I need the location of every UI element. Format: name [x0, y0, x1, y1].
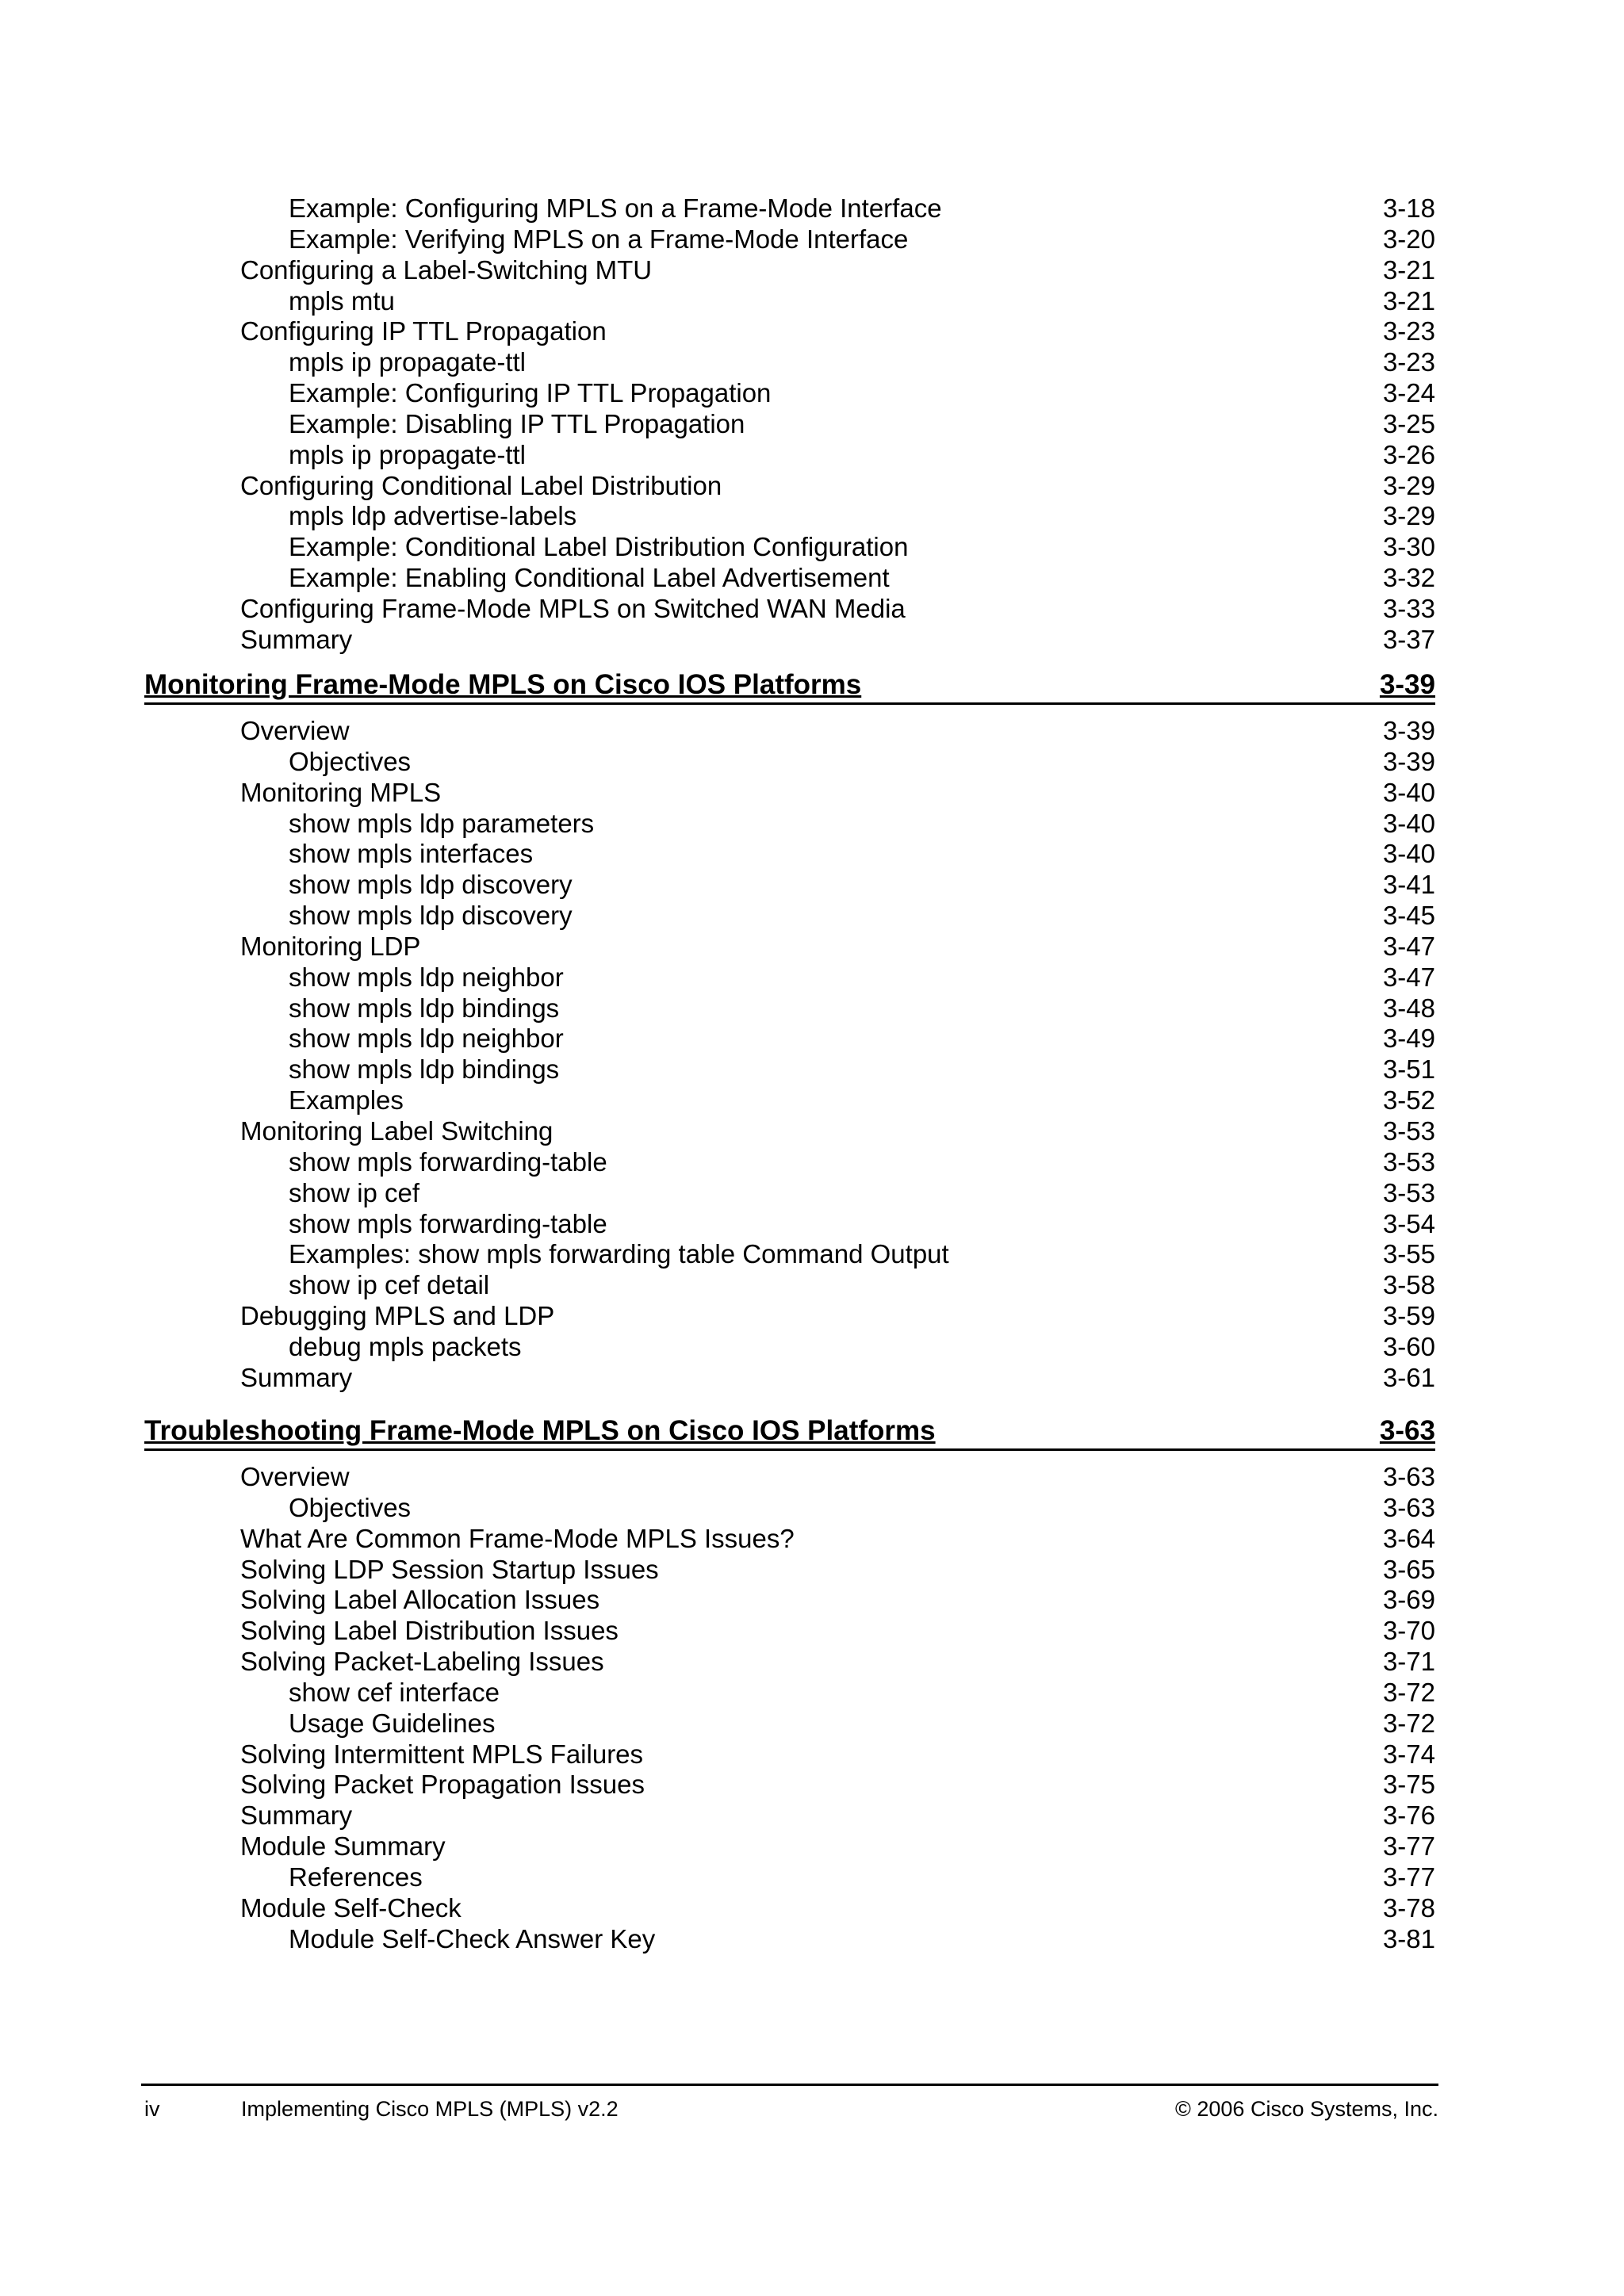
toc-entry[interactable]	[144, 1363, 1435, 1394]
toc-entry[interactable]	[144, 1493, 1435, 1524]
toc-entry-page: 3-74	[1382, 1739, 1435, 1769]
toc-entry-page: 3-21	[1382, 285, 1435, 316]
toc-entry[interactable]	[144, 1924, 1435, 1955]
footer-copyright: © 2006 Cisco Systems, Inc.	[1174, 2097, 1438, 2121]
toc-entry[interactable]	[144, 778, 1435, 809]
toc-entry-page: 3-63	[1382, 1492, 1435, 1522]
toc-entry[interactable]	[144, 224, 1435, 255]
toc-entry-page: 3-61	[1382, 1362, 1435, 1392]
toc-entry-page: 3-48	[1382, 993, 1435, 1023]
toc-entry-page: 3-69	[1382, 1585, 1435, 1615]
toc-continued-section	[144, 193, 1435, 656]
toc-entry-page: 3-77	[1382, 1831, 1435, 1862]
toc-entry-page: 3-26	[1382, 439, 1435, 469]
toc-entry-title: Summary	[240, 1800, 353, 1831]
toc-entry-title: Module Self-Check Answer Key	[289, 1923, 656, 1954]
toc-entry-title: References	[289, 1862, 423, 1892]
toc-entry-title: show ip cef detail	[289, 1270, 490, 1300]
toc-entry-page: 3-40	[1382, 808, 1435, 838]
toc-entry-title: Configuring Frame-Mode MPLS on Switched WAN Media	[240, 593, 906, 623]
toc-entry[interactable]	[144, 1462, 1435, 1493]
toc-entry-title: Monitoring Label Switching	[240, 1115, 553, 1146]
toc-entry[interactable]	[144, 1085, 1435, 1116]
toc-entry-title: show mpls ldp neighbor	[289, 962, 564, 992]
toc-entry[interactable]	[144, 501, 1435, 532]
toc-entry-title: Examples	[289, 1085, 404, 1115]
toc-entry[interactable]	[144, 932, 1435, 962]
toc-entry[interactable]	[144, 1116, 1435, 1147]
toc-entry-page: 3-37	[1382, 624, 1435, 654]
toc-entry-title: Configuring Conditional Label Distribution	[240, 470, 722, 500]
toc-entry-page: 3-54	[1382, 1208, 1435, 1238]
toc-entry-title: show mpls ldp bindings	[289, 1054, 560, 1085]
toc-entry-page: 3-33	[1382, 593, 1435, 623]
toc-entry-page: 3-52	[1382, 1085, 1435, 1115]
footer-divider	[141, 2084, 1438, 2086]
toc-entry-title: show mpls ldp discovery	[289, 870, 573, 900]
toc-entry[interactable]	[144, 1709, 1435, 1739]
toc-entry-page: 3-49	[1382, 1024, 1435, 1054]
toc-entry-title: Solving Intermittent MPLS Failures	[240, 1739, 644, 1769]
toc-entry[interactable]	[144, 563, 1435, 594]
toc-entry[interactable]	[144, 1555, 1435, 1586]
toc-entry-page: 3-72	[1382, 1677, 1435, 1707]
toc-entry-title: debug mpls packets	[289, 1331, 522, 1361]
toc-entry-title: show mpls ldp bindings	[289, 993, 560, 1023]
toc-entry-title: show mpls ldp neighbor	[289, 1024, 564, 1054]
toc-entry[interactable]	[144, 1862, 1435, 1893]
toc-entry-page: 3-39	[1382, 716, 1435, 745]
toc-entry[interactable]	[144, 1893, 1435, 1924]
toc-entry[interactable]	[144, 1585, 1435, 1616]
toc-entry-title: What Are Common Frame-Mode MPLS Issues?	[240, 1523, 795, 1553]
toc-entry[interactable]	[144, 1739, 1435, 1770]
toc-entry-page: 3-40	[1382, 839, 1435, 869]
footer-course-title: Implementing Cisco MPLS (MPLS) v2.2	[241, 2097, 619, 2121]
page-footer	[144, 2095, 1438, 2123]
toc-entry-title: mpls ip propagate-ttl	[289, 439, 526, 469]
toc-entry-page: 3-70	[1382, 1616, 1435, 1646]
toc-entry-title: Objectives	[289, 746, 412, 776]
toc-entry-page: 3-64	[1382, 1523, 1435, 1553]
toc-entry[interactable]	[144, 839, 1435, 870]
toc-entry-page: 3-47	[1382, 962, 1435, 992]
toc-entry-title: Example: Disabling IP TTL Propagation	[289, 408, 745, 438]
toc-entry[interactable]	[144, 1054, 1435, 1085]
toc-entry[interactable]	[144, 1770, 1435, 1800]
toc-entry-page: 3-39	[1382, 746, 1435, 776]
toc-entry[interactable]	[144, 870, 1435, 901]
toc-entry-page: 3-53	[1382, 1115, 1435, 1146]
toc-entry-title: show ip cef	[289, 1177, 420, 1207]
toc-entry[interactable]	[144, 1616, 1435, 1647]
footer-page-number: iv	[144, 2097, 160, 2121]
toc-entry-title: Example: Verifying MPLS on a Frame-Mode Interface	[289, 224, 909, 254]
toc-entry-title: Solving LDP Session Startup Issues	[240, 1554, 659, 1584]
toc-entry[interactable]	[144, 316, 1435, 347]
toc-troubleshooting-list	[144, 1462, 1435, 1955]
toc-entry-title: Solving Label Distribution Issues	[240, 1616, 619, 1646]
toc-monitoring-list	[144, 716, 1435, 1394]
toc-entry-title: Example: Enabling Conditional Label Advertisement	[289, 563, 890, 593]
toc-entry-title: show mpls forwarding-table	[289, 1146, 607, 1177]
toc-entry[interactable]	[144, 809, 1435, 840]
toc-entry-page: 3-30	[1382, 532, 1435, 562]
toc-entry-page: 3-23	[1382, 316, 1435, 346]
toc-entry-title: Examples: show mpls forwarding table Command Output	[289, 1239, 949, 1269]
toc-entry-title: Overview	[240, 716, 350, 745]
toc-entry-title: mpls mtu	[289, 285, 395, 316]
toc-entry-title: Module Self-Check	[240, 1892, 462, 1923]
toc-entry-title: Example: Configuring IP TTL Propagation	[289, 378, 772, 408]
toc-entry-page: 3-47	[1382, 931, 1435, 961]
toc-entry[interactable]	[144, 532, 1435, 563]
toc-entry-title: Example: Conditional Label Distribution Configuration	[289, 532, 909, 562]
toc-entry[interactable]	[144, 594, 1435, 625]
toc-entry-title: Summary	[240, 624, 353, 654]
toc-entry-page: 3-81	[1382, 1923, 1435, 1954]
toc-entry[interactable]	[144, 286, 1435, 317]
toc-entry-page: 3-23	[1382, 347, 1435, 377]
toc-entry-page: 3-75	[1382, 1770, 1435, 1800]
toc-entry[interactable]	[144, 1024, 1435, 1054]
toc-entry[interactable]	[144, 1678, 1435, 1709]
section-heading-title: Monitoring Frame-Mode MPLS on Cisco IOS Platforms	[144, 669, 862, 700]
toc-entry-page: 3-72	[1382, 1708, 1435, 1738]
toc-entry-page: 3-65	[1382, 1554, 1435, 1584]
toc-entry[interactable]	[144, 1270, 1435, 1301]
toc-entry[interactable]	[144, 1647, 1435, 1678]
toc-entry-page: 3-41	[1382, 870, 1435, 900]
toc-entry[interactable]	[144, 1831, 1435, 1862]
toc-entry[interactable]	[144, 1209, 1435, 1240]
toc-entry[interactable]	[144, 993, 1435, 1024]
section-heading-troubleshooting[interactable]	[144, 1415, 1435, 1451]
toc-entry-page: 3-53	[1382, 1146, 1435, 1177]
toc-entry-page: 3-45	[1382, 901, 1435, 931]
toc-entry[interactable]	[144, 471, 1435, 502]
section-heading-monitoring[interactable]	[144, 669, 1435, 705]
toc-entry-title: Configuring IP TTL Propagation	[240, 316, 607, 346]
toc-entry-page: 3-21	[1382, 254, 1435, 285]
toc-entry[interactable]	[144, 1301, 1435, 1332]
toc-entry-page: 3-25	[1382, 408, 1435, 438]
toc-entry-page: 3-77	[1382, 1862, 1435, 1892]
toc-entry-page: 3-71	[1382, 1647, 1435, 1677]
toc-entry-title: show mpls forwarding-table	[289, 1208, 607, 1238]
toc-entry-title: Monitoring MPLS	[240, 777, 442, 807]
toc-entry-title: show cef interface	[289, 1677, 500, 1707]
toc-entry-page: 3-78	[1382, 1892, 1435, 1923]
toc-entry-title: Objectives	[289, 1492, 412, 1522]
toc-entry-page: 3-18	[1382, 193, 1435, 223]
toc-entry-title: Module Summary	[240, 1831, 446, 1862]
toc-entry[interactable]	[144, 1178, 1435, 1209]
toc-entry-title: Solving Label Allocation Issues	[240, 1585, 600, 1615]
toc-entry-page: 3-53	[1382, 1177, 1435, 1207]
toc-entry-title: mpls ip propagate-ttl	[289, 347, 526, 377]
toc-entry-title: Solving Packet Propagation Issues	[240, 1770, 645, 1800]
toc-entry-page: 3-24	[1382, 378, 1435, 408]
toc-entry[interactable]	[144, 255, 1435, 286]
toc-entry[interactable]	[144, 1524, 1435, 1555]
toc-entry-page: 3-59	[1382, 1301, 1435, 1331]
toc-entry[interactable]	[144, 1332, 1435, 1363]
toc-entry-title: show mpls interfaces	[289, 839, 534, 869]
toc-entry-page: 3-32	[1382, 563, 1435, 593]
toc-entry-title: Debugging MPLS and LDP	[240, 1301, 555, 1331]
toc-entry[interactable]	[144, 1147, 1435, 1178]
toc-entry-title: Configuring a Label-Switching MTU	[240, 254, 653, 285]
toc-entry-page: 3-60	[1382, 1331, 1435, 1361]
toc-entry[interactable]	[144, 962, 1435, 993]
toc-entry-page: 3-29	[1382, 501, 1435, 531]
toc-entry[interactable]	[144, 440, 1435, 471]
toc-entry[interactable]	[144, 193, 1435, 224]
toc-entry-page: 3-63	[1382, 1462, 1435, 1491]
toc-entry[interactable]	[144, 347, 1435, 378]
toc-entry-title: Usage Guidelines	[289, 1708, 496, 1738]
toc-entry-title: Solving Packet-Labeling Issues	[240, 1647, 604, 1677]
section-heading-page: 3-39	[1379, 669, 1435, 700]
toc-entry[interactable]	[144, 901, 1435, 932]
toc-entry-title: Example: Configuring MPLS on a Frame-Mode Interface	[289, 193, 942, 223]
toc-entry-title: show mpls ldp parameters	[289, 808, 595, 838]
toc-entry[interactable]	[144, 1239, 1435, 1270]
toc-entry[interactable]	[144, 378, 1435, 409]
section-heading-page: 3-63	[1379, 1415, 1435, 1446]
toc-entry-page: 3-55	[1382, 1239, 1435, 1269]
toc-entry-title: show mpls ldp discovery	[289, 901, 573, 931]
toc-entry-title: Summary	[240, 1362, 353, 1392]
toc-entry-page: 3-40	[1382, 777, 1435, 807]
toc-entry[interactable]	[144, 747, 1435, 778]
toc-entry[interactable]	[144, 716, 1435, 747]
toc-entry-page: 3-58	[1382, 1270, 1435, 1300]
toc-entry-title: mpls ldp advertise-labels	[289, 501, 577, 531]
toc-entry-page: 3-51	[1382, 1054, 1435, 1085]
toc-entry[interactable]	[144, 409, 1435, 440]
toc-entry-page: 3-76	[1382, 1800, 1435, 1831]
section-heading-title: Troubleshooting Frame-Mode MPLS on Cisco IOS Platforms	[144, 1415, 936, 1446]
toc-entry-page: 3-20	[1382, 224, 1435, 254]
toc-entry[interactable]	[144, 625, 1435, 656]
toc-entry[interactable]	[144, 1800, 1435, 1831]
toc-entry-title: Monitoring LDP	[240, 931, 421, 961]
toc-entry-title: Overview	[240, 1462, 350, 1491]
toc-entry-page: 3-29	[1382, 470, 1435, 500]
